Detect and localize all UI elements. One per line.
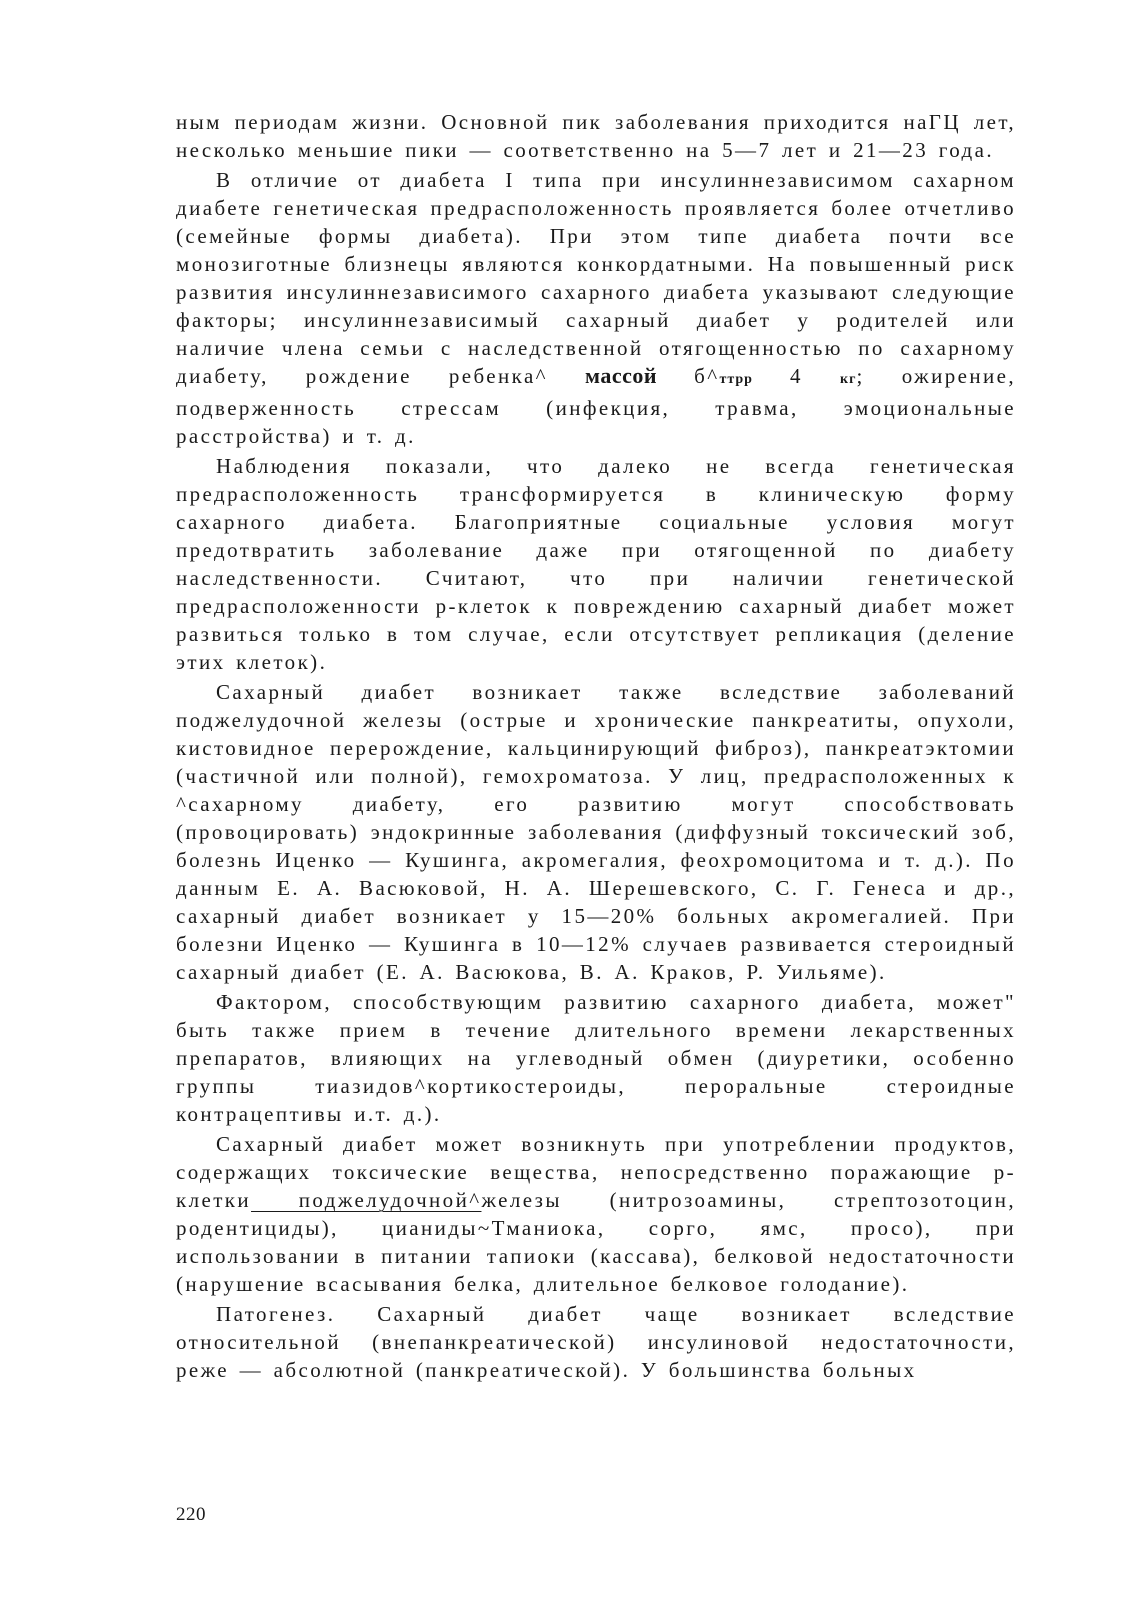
paragraph-3: Наблюдения показали, что далеко не всегда генетическая предрасположенность трансформируется в клиническую форму сахарного диабета. Благоприятные социальные условия могут предотвратить заболевание даже при отягощенной по диабету наследственности. Считают, что при наличии генетической предрасположенности р-клеток к повреждению сахарный диабет может развиться только в том случае, если отсутствует репликация (деление этих клеток). — [176, 454, 1016, 674]
paragraph-2 — [176, 166, 1016, 450]
paragraph-7: Патогенез. Сахарный диабет чаще возникает вследствие относительной (внепанкреатической) инсулиновой недостаточности, реже — абсолютной (панкреатической). У большинства больных — [176, 1302, 1016, 1382]
paragraph-6-text-b: железы (нитрозоамины, стрептозотоцин, родентициды), цианиды~Тманиока, сорго, ямс, просо), при использовании в питании тапиоки (кассава), белковой недостаточности (нарушение всасывания белка, длительное белковое голодание). — [176, 1188, 1017, 1296]
paragraph-6-text-a: Сахарный диабет может возникнуть при употреблении продуктов, содержащих токсические вещества, непосредственно поражающие р-клетки — [176, 1132, 1016, 1212]
paragraph-1: ным периодам жизни. Основной пик заболевания приходится наГЦ лет, несколько меньшие пики — соответственно на 5—7 лет и 21—23 года. — [176, 110, 1016, 162]
paragraph-2-text-d: ; ожирение, подверженность стрессам (инфекция, травма, эмоциональные расстройства) и т. д. — [176, 364, 1016, 448]
paragraph-2-text-a: В отличие от диабета I типа при инсулиннезависимом сахарном диабете генетическая предрасположенность проявляется более отчетливо (семейные формы диабета). При этом типе диабета почти все монозиготные близнецы являются конкордатными. На повышенный риск развития инсулиннезависимого сахарного диабета указывают следующие факторы; инсулиннезависимый сахарный диабет у родителей или наличие члена семьи с наследственной отягощенностью по сахарному диабету, рождение ребенка^ — [176, 168, 1016, 388]
paragraph-6 — [176, 1130, 1016, 1298]
paragraph-4: Сахарный диабет возникает также вследствие заболеваний поджелудочной железы (острые и хронические панкреатиты, опухоли, кистовидное перерождение, кальцинирующий фиброз), панкреатэктомии (частичной или полной), гемохроматоза. У лиц, предрасположенных к ^сахарному диабету, его развитию могут способствовать (провоцировать) эндокринные заболевания (диффузный токсический зоб, болезнь Иценко — Кушинга, акромегалия, феохромоцитома и т. д.). По данным Е. А. Васюковой, Н. А. Шерешевского, С. Г. Генеса и др., сахарный диабет возникает у 15—20% больных акромегалией. При болезни Иценко — Кушинга в 10—12% случаев развивается стероидный сахарный диабет (Е. А. Васюкова, В. А. Краков, Р. Уильяме). — [176, 680, 1016, 984]
paragraph-6-underlined: поджелудочной^ — [251, 1188, 482, 1212]
paragraph-2-bold-kg: кг — [840, 372, 857, 387]
paragraph-2-bold-ttrr: ттрр — [719, 372, 753, 387]
paragraph-2-text-c: 4 — [752, 364, 841, 388]
page-body — [176, 108, 1016, 1384]
paragraph-2-bold-mass: массой — [585, 363, 658, 388]
paragraph-2-text-b: б^ — [657, 364, 720, 388]
paragraph-5: Фактором, способствующим развитию сахарного диабета, может" быть также прием в течение длительного времени лекарственных препаратов, влияющих на углеводный обмен (диуретики, особенно группы тиазидов^кортикостероиды, пероральные стероидные контрацептивы и.т. д.). — [176, 990, 1016, 1126]
page-number: 220 — [176, 1504, 206, 1525]
